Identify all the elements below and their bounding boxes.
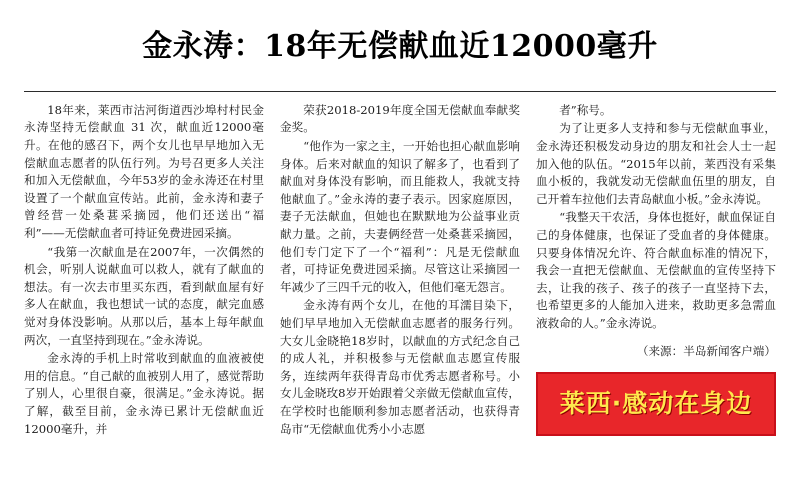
column-2 (280, 102, 520, 496)
newspaper-page (0, 20, 800, 491)
paragraph: “我第一次献血是在2007年，一次偶然的机会，听别人说献血可以救人，就有了献血的想法。有一次去市里买东西，看到献血屋有好多人在献血，我也想试一试的态度，献完血感觉对身体没影响。从那以后，基本上每年献血两次，一直坚持到现在。”金永涛说。 (24, 244, 264, 347)
page-title: 金永涛：18年无偿献血近12000毫升 (142, 29, 658, 65)
promo-banner-text: 莱西·感动在身边 (559, 389, 753, 419)
promo-banner[interactable] (536, 372, 776, 436)
paragraph: 金永涛的手机上时常收到献血的血液被使用的信息。“自己献的血被别人用了，感觉帮助了别人，心里很自豪，很满足。”金永涛说。据了解，截至目前，金永涛已累计无偿献血近12000毫升，并 (24, 351, 264, 436)
paragraph: 荣获2018-2019年度全国无偿献血奉献奖金奖。 (280, 102, 520, 135)
column-3 (536, 102, 776, 496)
article-source: （来源：半岛新闻客户端） (636, 343, 776, 358)
paragraph: 为了让更多人支持和参与无偿献血事业，金永涛还积极发动身边的朋友和社会人士一起加入他的队伍。“2015年以前，莱西没有采集血小板的，我就发动无偿献血伍里的朋友，自己开着车拉他们去青岛献血小板。”金永涛说。 (536, 121, 776, 206)
paragraph: “他作为一家之主，一开始也担心献血影响身体。后来对献血的知识了解多了，也看到了献血对身体没有影响，而且能救人，我就支持他献血了。”金永涛的妻子表示。因家庭原因，妻子无法献血，但她也在默默地为公益事业贡献力量。之前，夫妻俩经营一处桑葚采摘园，他们专门定下了一个“福利”：凡是无偿献血者，可持证免费进园采摘。尽管这让采摘园一年减少了三四千元的收入，但他们毫无怨言。 (280, 138, 520, 294)
paragraph: “我整天干农活，身体也挺好，献血保证自己的身体健康，也保证了受血者的身体健康。只要身体情况允许、符合献血标准的情况下，我会一直把无偿献血、无偿献血的宣传坚持下去，让我的孩子、孩子的孩子一直坚持下去，也希望更多的人能加入进来，救助更多急需血液救命的人。”金永涛说。 (536, 210, 776, 330)
paragraph: 金永涛有两个女儿，在他的耳濡目染下，她们早早地加入无偿献血志愿者的服务行列。大女儿金晓艳18岁时，以献血的方式纪念自己的成人礼，并积极参与无偿献血志愿宣传服务，连续两年获得青岛市优秀志愿者称号。小女儿金晓玫8岁开始跟着父亲做无偿献血宣传，在学校时也能顺利参加志愿者活动，也获得青岛市“无偿献血优秀小小志愿 (280, 298, 520, 436)
paragraph: 18年来，莱西市沽河街道西沙埠村村民金永涛坚持无偿献血 31 次，献血近12000毫升。在他的感召下，两个女儿也早早地加入无偿献血志愿者的队伍行列。为号召更多人关注和加入无偿献血，今年53岁的金永涛还在村里设置了一个献血宣传站。此前，金永涛和妻子曾经营一处桑葚采摘园，他们还送出“福利”——无偿献血者可持证免费进园采摘。 (24, 102, 264, 240)
column-1 (24, 102, 264, 496)
article-columns (0, 92, 800, 496)
paragraph: 者”称号。 (559, 102, 612, 117)
